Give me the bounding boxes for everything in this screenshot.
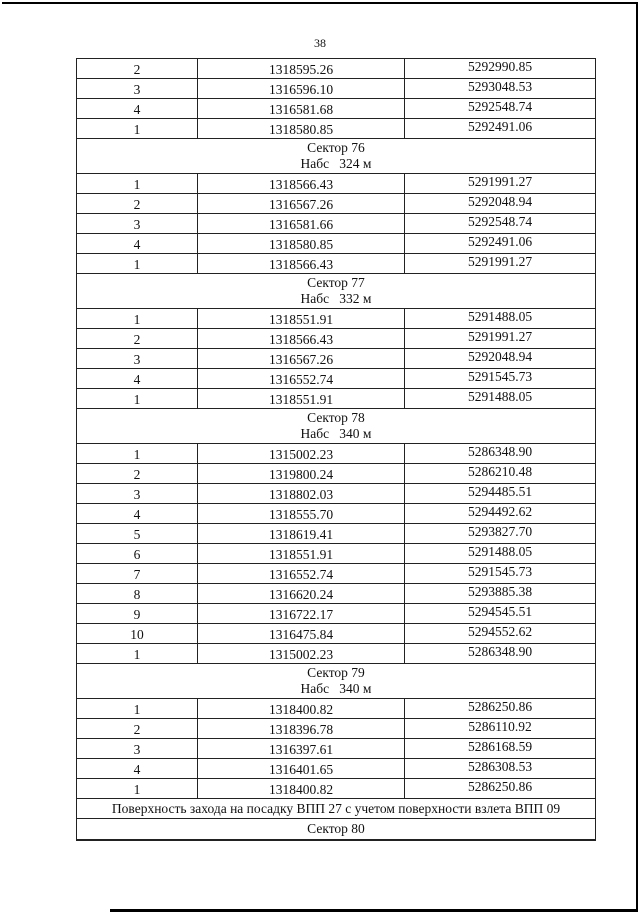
y-coordinate-cell: 5294492.62 (405, 504, 596, 524)
y-coordinate-cell: 5294552.62 (405, 624, 596, 644)
x-coordinate-cell: 1318551.91 (198, 309, 405, 329)
sector-header-row (77, 139, 596, 174)
x-coordinate-cell: 1318551.91 (198, 544, 405, 564)
sector-header-cell (77, 664, 596, 699)
point-number-cell: 1 (77, 644, 198, 664)
y-coordinate-cell: 5292048.94 (405, 349, 596, 369)
x-coordinate-cell: 1318580.85 (198, 119, 405, 139)
point-number-cell: 2 (77, 59, 198, 79)
next-sector-row (77, 819, 596, 841)
y-coordinate-cell: 5291991.27 (405, 254, 596, 274)
y-coordinate-cell: 5293885.38 (405, 584, 596, 604)
x-coordinate-cell: 1318802.03 (198, 484, 405, 504)
table-row (77, 234, 596, 254)
y-coordinate-cell: 5286210.48 (405, 464, 596, 484)
scan-border-top (2, 2, 638, 4)
y-coordinate-cell: 5291991.27 (405, 329, 596, 349)
point-number-cell: 2 (77, 464, 198, 484)
point-number-cell: 5 (77, 524, 198, 544)
point-number-cell: 4 (77, 504, 198, 524)
x-coordinate-cell: 1316567.26 (198, 349, 405, 369)
y-coordinate-cell: 5291545.73 (405, 369, 596, 389)
table-row (77, 604, 596, 624)
point-number-cell: 6 (77, 544, 198, 564)
surface-note-row (77, 799, 596, 819)
table-row (77, 544, 596, 564)
y-coordinate-cell: 5291488.05 (405, 544, 596, 564)
table-row (77, 759, 596, 779)
table-row (77, 524, 596, 544)
y-coordinate-cell: 5286348.90 (405, 644, 596, 664)
y-coordinate-cell: 5291488.05 (405, 389, 596, 409)
x-coordinate-cell: 1316581.66 (198, 214, 405, 234)
point-number-cell: 1 (77, 254, 198, 274)
y-coordinate-cell: 5286168.59 (405, 739, 596, 759)
x-coordinate-cell: 1316397.61 (198, 739, 405, 759)
table-row (77, 484, 596, 504)
table-row (77, 174, 596, 194)
x-coordinate-cell: 1316581.68 (198, 99, 405, 119)
x-coordinate-cell: 1318566.43 (198, 254, 405, 274)
table-row (77, 119, 596, 139)
x-coordinate-cell: 1318619.41 (198, 524, 405, 544)
table-row (77, 564, 596, 584)
x-coordinate-cell: 1316552.74 (198, 564, 405, 584)
y-coordinate-cell: 5286110.92 (405, 719, 596, 739)
table-row (77, 504, 596, 524)
table-row (77, 194, 596, 214)
table-row (77, 214, 596, 234)
y-coordinate-cell: 5292990.85 (405, 59, 596, 79)
x-coordinate-cell: 1318396.78 (198, 719, 405, 739)
x-coordinate-cell: 1316722.17 (198, 604, 405, 624)
sector-title: Сектор 79 (307, 665, 365, 680)
x-coordinate-cell: 1318400.82 (198, 779, 405, 799)
table-row (77, 584, 596, 604)
point-number-cell: 1 (77, 699, 198, 719)
x-coordinate-cell: 1318595.26 (198, 59, 405, 79)
x-coordinate-cell: 1316567.26 (198, 194, 405, 214)
y-coordinate-cell: 5291488.05 (405, 309, 596, 329)
y-coordinate-cell: 5292491.06 (405, 234, 596, 254)
point-number-cell: 7 (77, 564, 198, 584)
point-number-cell: 1 (77, 779, 198, 799)
table-row (77, 79, 596, 99)
y-coordinate-cell: 5293827.70 (405, 524, 596, 544)
point-number-cell: 1 (77, 119, 198, 139)
sector-header-row (77, 664, 596, 699)
x-coordinate-cell: 1316596.10 (198, 79, 405, 99)
sector-title: Сектор 77 (307, 275, 365, 290)
table-row (77, 369, 596, 389)
sector-title: Сектор 78 (307, 410, 365, 425)
point-number-cell: 3 (77, 349, 198, 369)
x-coordinate-cell: 1318400.82 (198, 699, 405, 719)
table-row (77, 309, 596, 329)
sector-height: Набс 332 м (300, 291, 372, 306)
surface-note: Поверхность захода на посадку ВПП 27 с учетом поверхности взлета ВПП 09 (77, 799, 596, 819)
sector-header-row (77, 409, 596, 444)
table-row (77, 739, 596, 759)
table-row (77, 779, 596, 799)
point-number-cell: 1 (77, 389, 198, 409)
x-coordinate-cell: 1318566.43 (198, 329, 405, 349)
coordinates-table-body (77, 59, 596, 841)
table-row (77, 389, 596, 409)
y-coordinate-cell: 5292548.74 (405, 99, 596, 119)
point-number-cell: 2 (77, 329, 198, 349)
point-number-cell: 4 (77, 759, 198, 779)
point-number-cell: 3 (77, 484, 198, 504)
y-coordinate-cell: 5294545.51 (405, 604, 596, 624)
point-number-cell: 4 (77, 99, 198, 119)
x-coordinate-cell: 1316552.74 (198, 369, 405, 389)
y-coordinate-cell: 5286250.86 (405, 699, 596, 719)
table-row (77, 444, 596, 464)
table-row (77, 59, 596, 79)
y-coordinate-cell: 5292548.74 (405, 214, 596, 234)
table-row (77, 624, 596, 644)
sector-header-cell (77, 139, 596, 174)
point-number-cell: 1 (77, 309, 198, 329)
x-coordinate-cell: 1318555.70 (198, 504, 405, 524)
table-row (77, 329, 596, 349)
sector-header-row (77, 274, 596, 309)
point-number-cell: 10 (77, 624, 198, 644)
table-row (77, 254, 596, 274)
sector-header-cell (77, 274, 596, 309)
point-number-cell: 2 (77, 719, 198, 739)
sector-height: Набс 340 м (300, 681, 372, 696)
point-number-cell: 9 (77, 604, 198, 624)
x-coordinate-cell: 1315002.23 (198, 644, 405, 664)
table-row (77, 349, 596, 369)
point-number-cell: 3 (77, 739, 198, 759)
y-coordinate-cell: 5293048.53 (405, 79, 596, 99)
point-number-cell: 8 (77, 584, 198, 604)
next-sector-title: Сектор 80 (77, 819, 596, 841)
point-number-cell: 4 (77, 369, 198, 389)
point-number-cell: 3 (77, 79, 198, 99)
table-row (77, 699, 596, 719)
y-coordinate-cell: 5292048.94 (405, 194, 596, 214)
point-number-cell: 2 (77, 194, 198, 214)
y-coordinate-cell: 5286250.86 (405, 779, 596, 799)
x-coordinate-cell: 1315002.23 (198, 444, 405, 464)
sector-height: Набс 324 м (300, 156, 372, 171)
x-coordinate-cell: 1316620.24 (198, 584, 405, 604)
x-coordinate-cell: 1319800.24 (198, 464, 405, 484)
x-coordinate-cell: 1316475.84 (198, 624, 405, 644)
point-number-cell: 1 (77, 444, 198, 464)
table-row (77, 644, 596, 664)
y-coordinate-cell: 5294485.51 (405, 484, 596, 504)
scan-border-right (636, 2, 638, 910)
table-row (77, 719, 596, 739)
page-number: 38 (314, 36, 326, 50)
point-number-cell: 4 (77, 234, 198, 254)
sector-header-cell (77, 409, 596, 444)
y-coordinate-cell: 5286348.90 (405, 444, 596, 464)
x-coordinate-cell: 1316401.65 (198, 759, 405, 779)
sector-title: Сектор 76 (307, 140, 365, 155)
table-row (77, 99, 596, 119)
sector-height: Набс 340 м (300, 426, 372, 441)
coordinates-table (76, 58, 596, 841)
y-coordinate-cell: 5286308.53 (405, 759, 596, 779)
y-coordinate-cell: 5292491.06 (405, 119, 596, 139)
point-number-cell: 3 (77, 214, 198, 234)
y-coordinate-cell: 5291545.73 (405, 564, 596, 584)
point-number-cell: 1 (77, 174, 198, 194)
x-coordinate-cell: 1318551.91 (198, 389, 405, 409)
table-row (77, 464, 596, 484)
x-coordinate-cell: 1318566.43 (198, 174, 405, 194)
y-coordinate-cell: 5291991.27 (405, 174, 596, 194)
x-coordinate-cell: 1318580.85 (198, 234, 405, 254)
